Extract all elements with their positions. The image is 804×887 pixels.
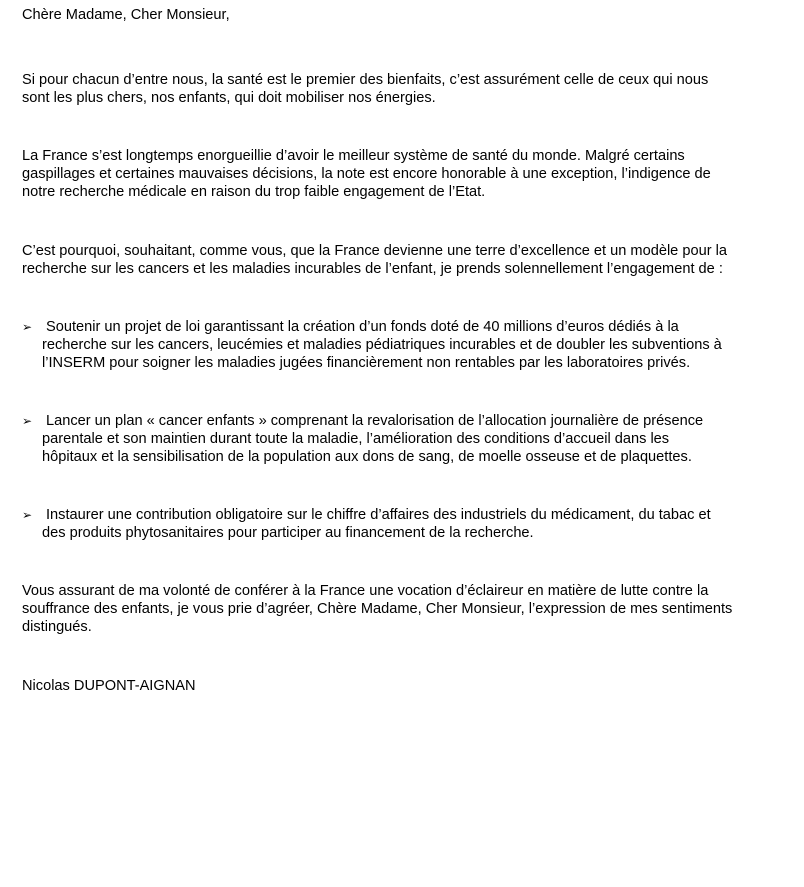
greeting xyxy=(22,6,762,24)
arrow-bullet-icon: ➢ xyxy=(22,508,33,522)
arrow-bullet-icon: ➢ xyxy=(22,320,33,334)
bullet-line xyxy=(22,318,762,336)
bullet-line: recherche sur les cancers, leucémies et maladies pédiatriques incurables et de doubler les subventions à xyxy=(42,337,722,353)
paragraph-commitment xyxy=(22,242,762,278)
bullet-line: l’INSERM pour soigner les maladies jugées financièrement non rentables par les laboratoires privés. xyxy=(42,355,691,371)
paragraph-line: C’est pourquoi, souhaitant, comme vous, que la France devienne une terre d’excellence et un modèle pour la xyxy=(22,243,727,259)
bullet-line: hôpitaux et la sensibilisation de la population aux dons de sang, de moelle osseuse et de plaquettes. xyxy=(42,449,692,465)
arrow-bullet-icon: ➢ xyxy=(22,414,33,428)
signature-name: Nicolas DUPONT-AIGNAN xyxy=(22,678,196,694)
bullet-line: parentale et son maintien durant toute la maladie, l’amélioration des conditions d’accueil dans les xyxy=(42,431,670,447)
signature xyxy=(22,677,762,695)
greeting-line: Chère Madame, Cher Monsieur, xyxy=(22,7,230,23)
bullet-line: des produits phytosanitaires pour participer au financement de la recherche. xyxy=(42,525,534,541)
paragraph-line: Si pour chacun d’entre nous, la santé est le premier des bienfaits, c’est assurément celle de ceux qui nous xyxy=(22,72,709,88)
paragraph-line: La France s’est longtemps enorgueillie d’avoir le meilleur système de santé du monde. Malgré certains xyxy=(22,148,685,164)
paragraph-line: distingués. xyxy=(22,619,92,635)
bullet-item-cancer-plan xyxy=(22,412,762,466)
bullet-item-contribution xyxy=(22,506,762,542)
bullet-text: Instaurer une contribution obligatoire sur le chiffre d’affaires des industriels du médicament, du tabac et xyxy=(46,507,711,523)
paragraph-line: recherche sur les cancers et les maladies incurables de l’enfant, je prends solennellement l’engagement de : xyxy=(22,261,723,277)
paragraph-line: Vous assurant de ma volonté de conférer à la France une vocation d’éclaireur en matière de lutte contre la xyxy=(22,583,709,599)
bullet-line xyxy=(22,506,762,524)
bullet-line xyxy=(22,412,762,430)
paragraph-line: gaspillages et certaines mauvaises décisions, la note est encore honorable à une exception, l’indigence de xyxy=(22,166,711,182)
paragraph-line: notre recherche médicale en raison du trop faible engagement de l’Etat. xyxy=(22,184,486,200)
bullet-text: Lancer un plan « cancer enfants » comprenant la revalorisation de l’allocation journalière de présence xyxy=(46,413,704,429)
closing-paragraph xyxy=(22,582,762,636)
paragraph-line: sont les plus chers, nos enfants, qui doit mobiliser nos énergies. xyxy=(22,90,436,106)
paragraph-line: souffrance des enfants, je vous prie d’agréer, Chère Madame, Cher Monsieur, l’expression de mes sentiments xyxy=(22,601,733,617)
paragraph-health-system xyxy=(22,147,762,201)
bullet-item-law-fund xyxy=(22,318,762,372)
paragraph-intro xyxy=(22,71,762,107)
bullet-text: Soutenir un projet de loi garantissant la création d’un fonds doté de 40 millions d’euros dédiés à la xyxy=(46,319,679,335)
